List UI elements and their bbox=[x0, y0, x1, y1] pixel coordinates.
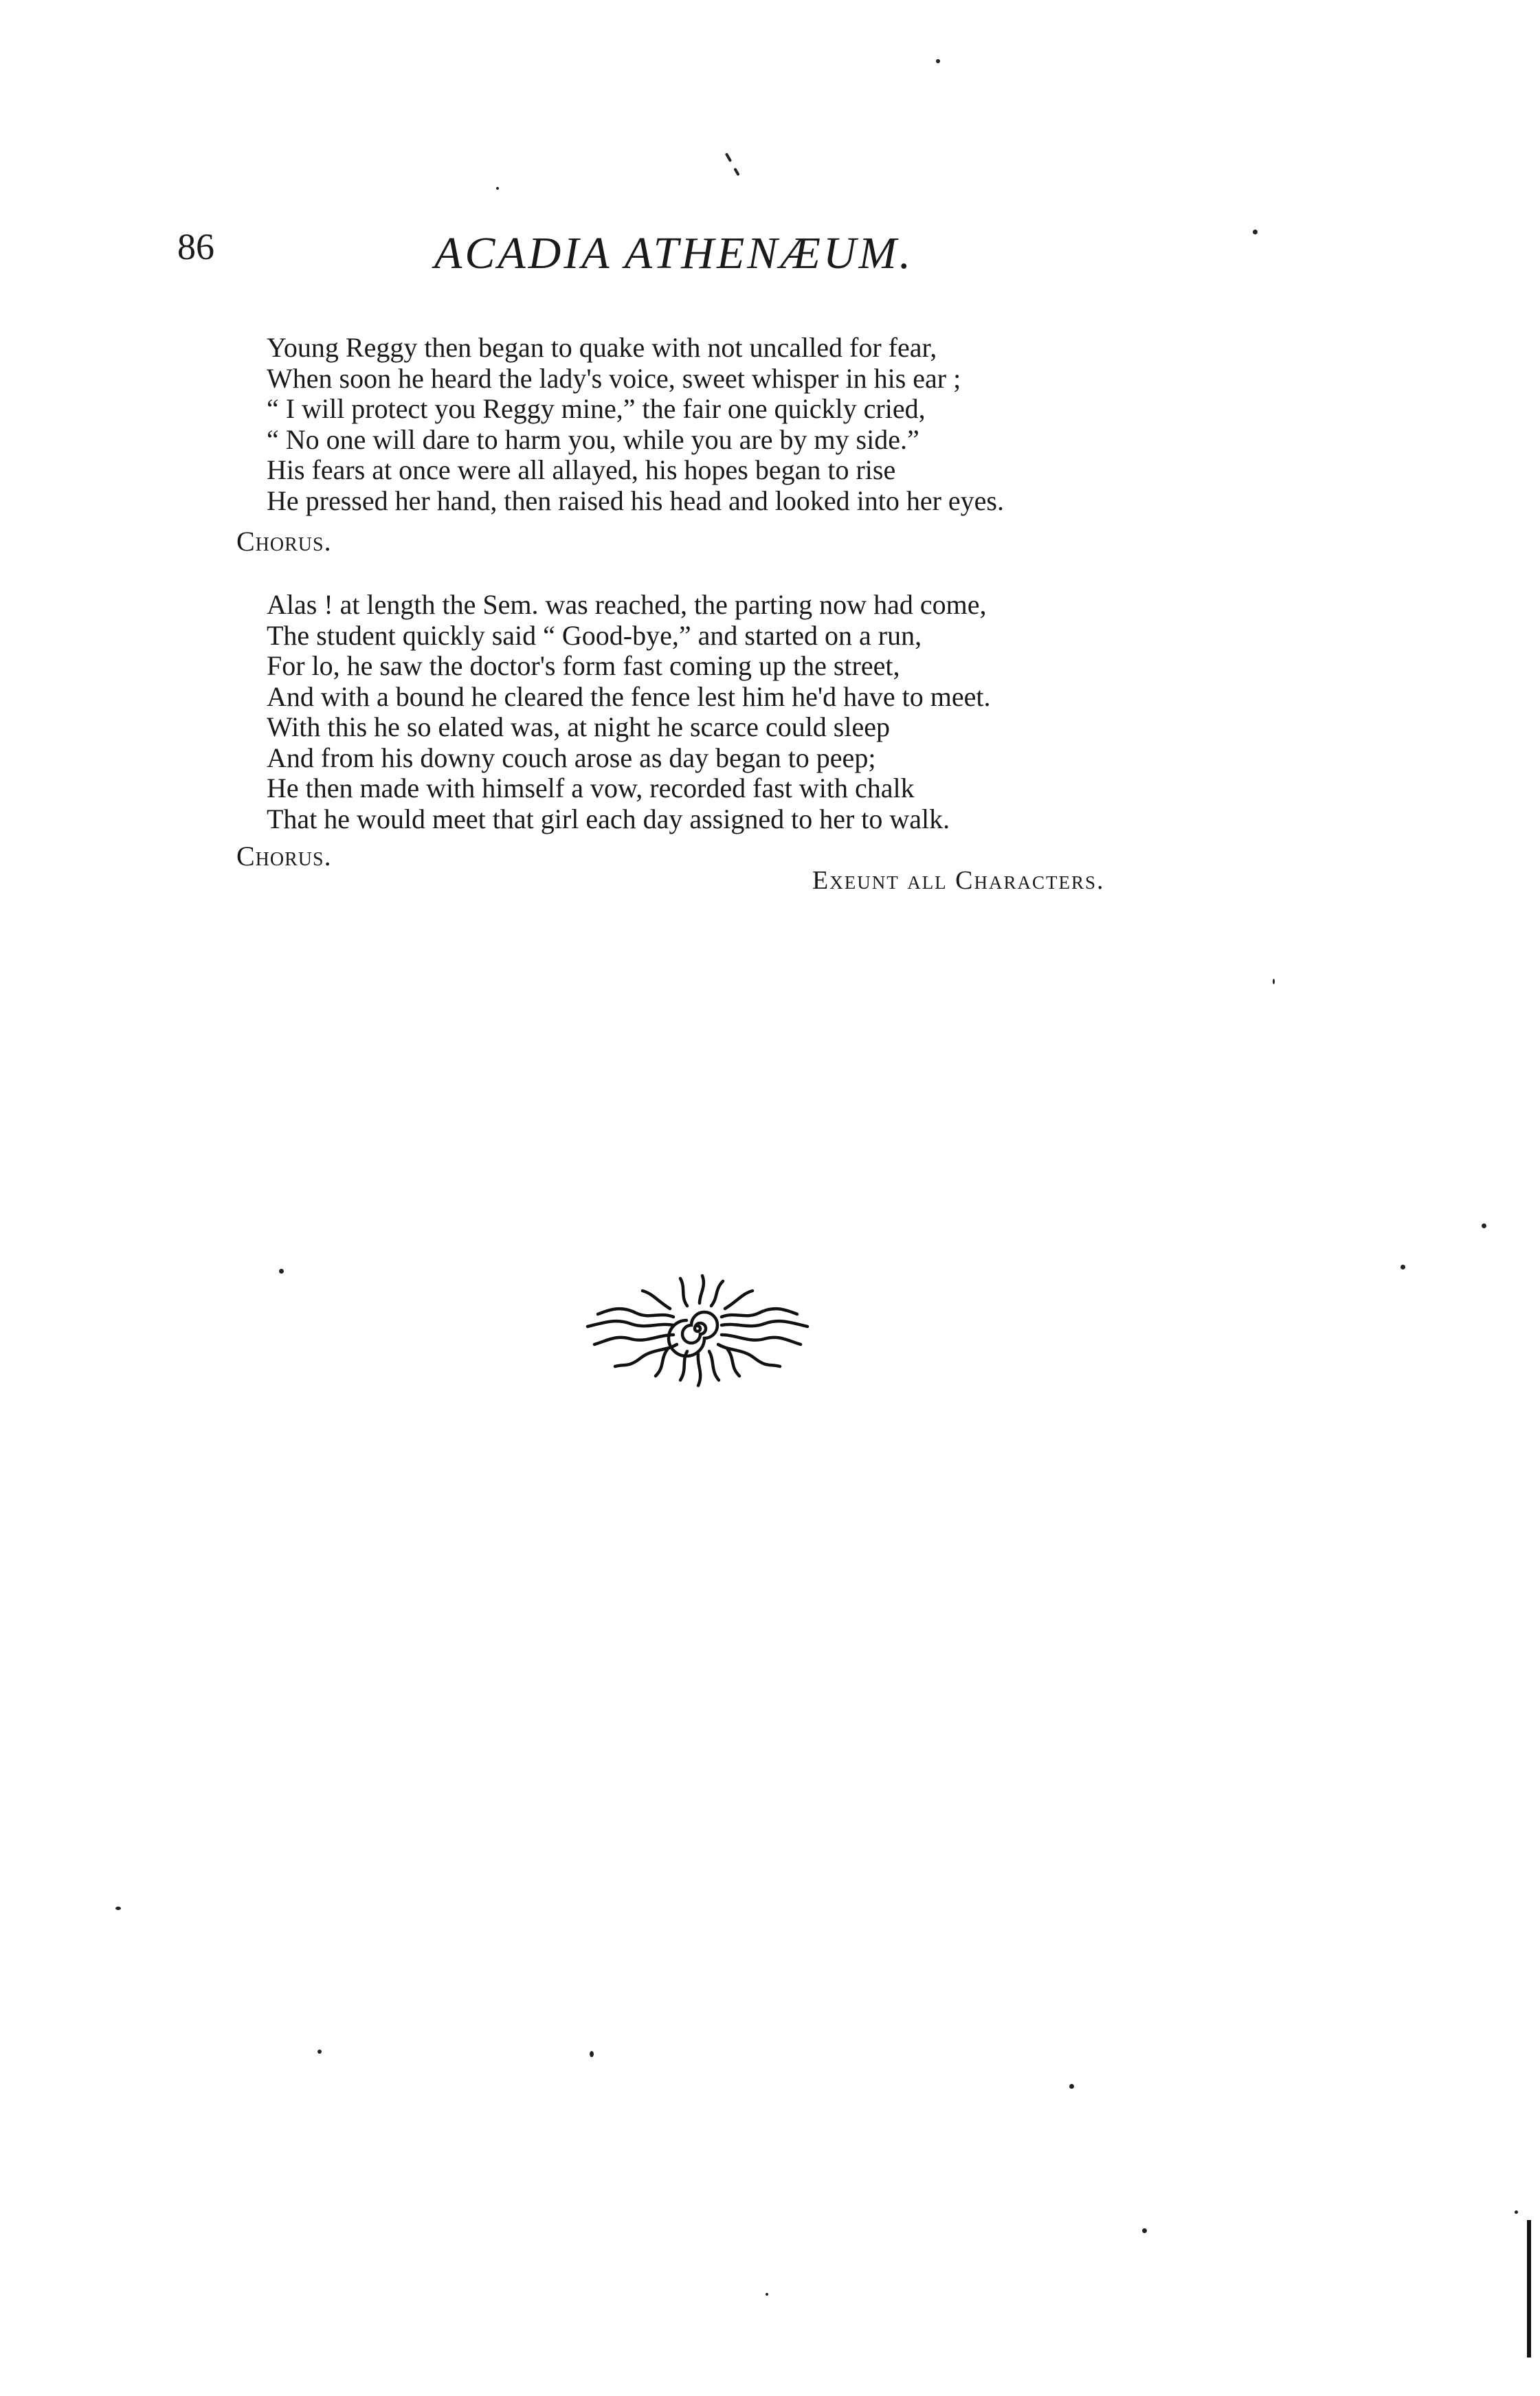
verse-line: With this he so elated was, at night he scarce could sleep bbox=[267, 711, 890, 742]
stanza-1 bbox=[267, 333, 1187, 516]
stanza-2 bbox=[267, 590, 1187, 834]
verse-line: He pressed her hand, then raised his head and looked into her eyes. bbox=[267, 485, 1004, 516]
scan-speck bbox=[115, 1907, 121, 1910]
sun-spiral-ornament-icon bbox=[577, 1263, 818, 1394]
verse-line: Alas ! at length the Sem. was reached, the parting now had come, bbox=[267, 589, 987, 620]
scan-speck bbox=[1273, 979, 1275, 984]
scan-speck bbox=[936, 59, 940, 63]
verse-line: That he would meet that girl each day assigned to her to walk. bbox=[267, 803, 950, 834]
scan-speck bbox=[1515, 2210, 1518, 2214]
scan-edge-mark bbox=[1527, 2220, 1531, 2358]
verse-line: And with a bound he cleared the fence lest him he'd have to meet. bbox=[267, 680, 991, 712]
scan-speck bbox=[1253, 230, 1258, 234]
scan-speck bbox=[1142, 2228, 1147, 2233]
scan-speck bbox=[1400, 1265, 1405, 1269]
scan-speck bbox=[496, 187, 499, 190]
verse-line: “ I will protect you Reggy mine,” the fair one quickly cried, bbox=[267, 393, 926, 424]
chorus-label: Chorus. bbox=[236, 841, 332, 872]
verse-line: Young Reggy then began to quake with not uncalled for fear, bbox=[267, 332, 937, 363]
verse-line: And from his downy couch arose as day began to peep; bbox=[267, 742, 876, 773]
page-number: 86 bbox=[177, 226, 214, 267]
scan-speck bbox=[1482, 1223, 1486, 1228]
verse-line: His fears at once were all allayed, his hopes began to rise bbox=[267, 454, 896, 485]
scan-speck bbox=[317, 2050, 322, 2054]
verse-line: He then made with himself a vow, recorded fast with chalk bbox=[267, 773, 915, 803]
scan-speck bbox=[279, 1269, 284, 1274]
chorus-label: Chorus. bbox=[236, 526, 332, 557]
scan-speck bbox=[590, 2051, 594, 2057]
scan-speck bbox=[766, 2293, 768, 2296]
verse-line: For lo, he saw the doctor's form fast coming up the street, bbox=[267, 650, 900, 681]
scan-speck bbox=[1069, 2084, 1074, 2089]
verse-line: When soon he heard the lady's voice, sweet whisper in his ear ; bbox=[267, 362, 961, 394]
verse-line: The student quickly said “ Good-bye,” and started on a run, bbox=[267, 619, 922, 651]
stage-direction: Exeunt all Characters. bbox=[812, 866, 1105, 895]
scan-speck bbox=[725, 153, 732, 162]
running-title: ACADIA ATHENÆUM. bbox=[434, 228, 914, 278]
verse-line: “ No one will dare to harm you, while you are by my side.” bbox=[267, 423, 919, 455]
scan-speck bbox=[733, 168, 739, 176]
